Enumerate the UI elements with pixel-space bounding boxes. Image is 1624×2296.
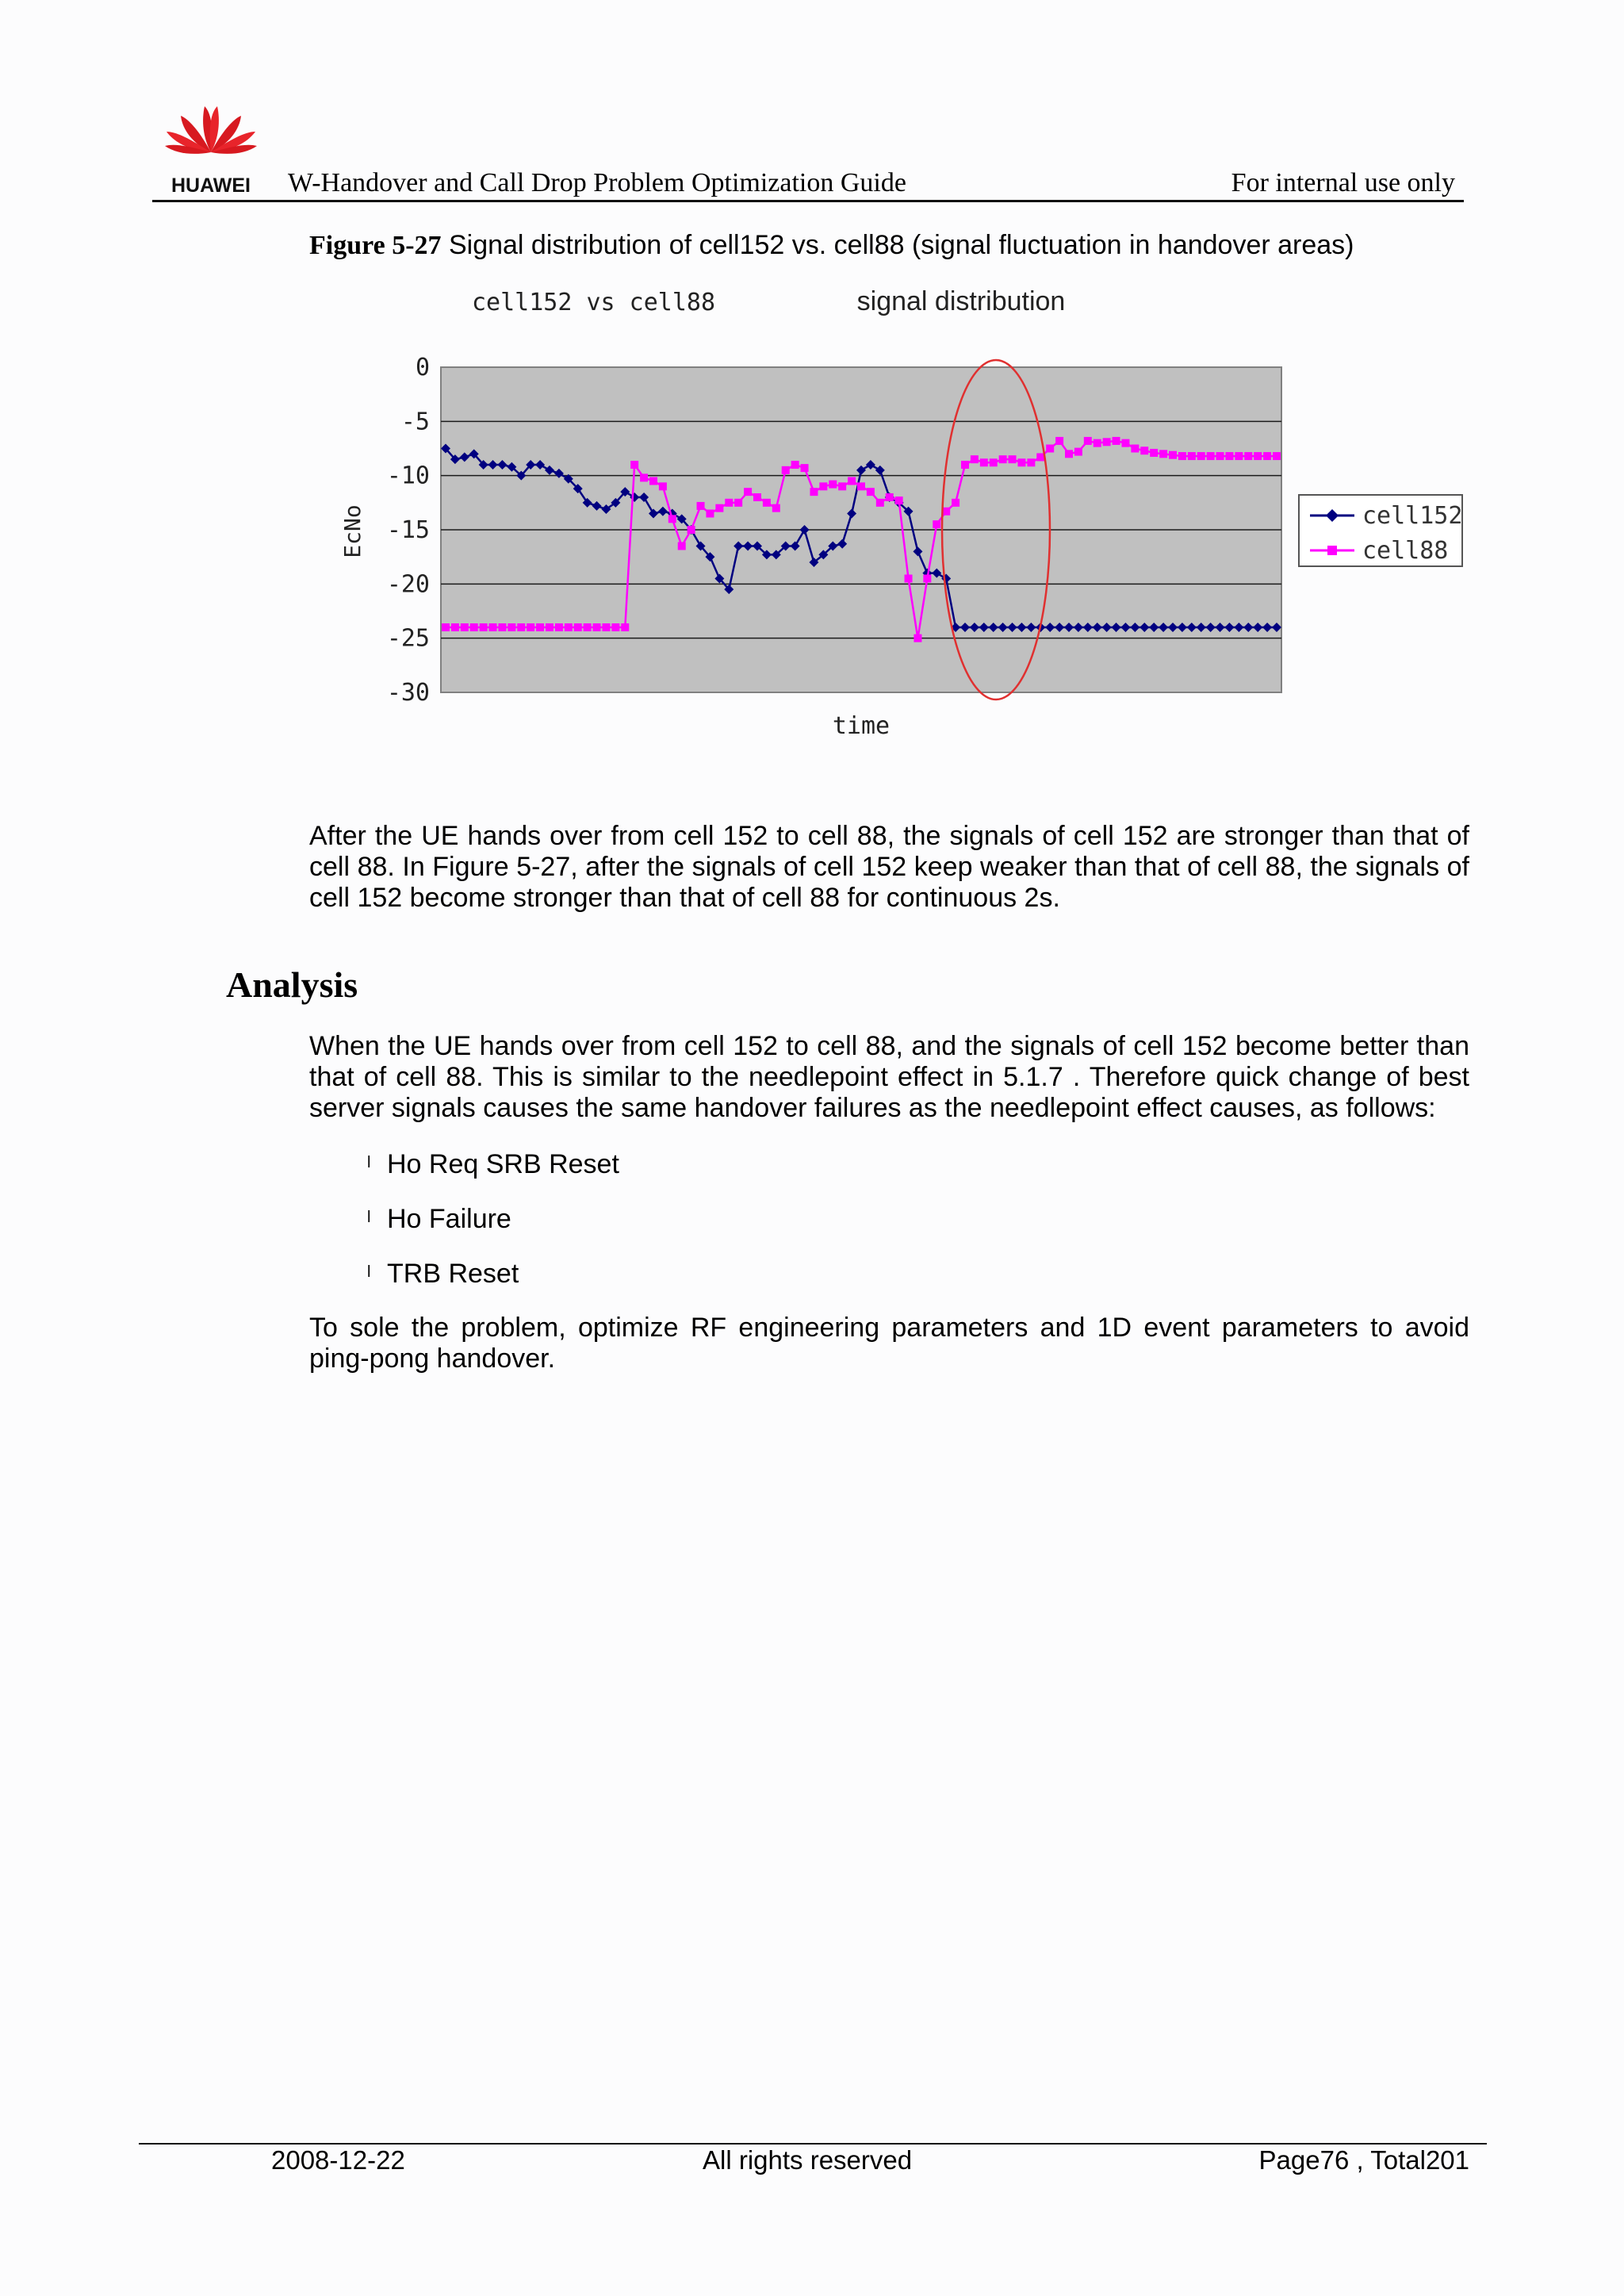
data-point-cell88 [1131, 445, 1139, 453]
data-point-cell88 [999, 455, 1007, 463]
data-point-cell88 [857, 482, 865, 490]
data-point-cell88 [1046, 445, 1054, 453]
list-item [367, 1149, 619, 1180]
data-point-cell88 [725, 499, 733, 507]
data-point-cell88 [980, 458, 988, 466]
data-point-cell88 [886, 493, 894, 501]
data-point-cell88 [451, 623, 459, 631]
figure-caption-text: Signal distribution of cell152 vs. cell88 (signal fluctuation in handover areas) [441, 230, 1354, 260]
data-point-cell88 [753, 493, 761, 501]
data-point-cell88 [1225, 452, 1233, 460]
data-point-cell88 [1263, 452, 1271, 460]
data-point-cell88 [498, 623, 506, 631]
data-point-cell88 [1207, 452, 1215, 460]
bullet-mark: l [367, 1154, 371, 1171]
y-tick-label: -30 [386, 679, 430, 707]
data-point-cell88 [1150, 449, 1158, 457]
data-point-cell88 [838, 482, 846, 490]
data-point-cell88 [1254, 452, 1262, 460]
y-tick-label: -25 [386, 624, 430, 653]
data-point-cell88 [1273, 452, 1281, 460]
data-point-cell88 [1216, 452, 1224, 460]
data-point-cell88 [867, 488, 875, 496]
data-point-cell88 [829, 481, 837, 489]
data-point-cell88 [715, 504, 723, 512]
data-point-cell88 [565, 623, 573, 631]
x-axis-label: time [832, 712, 891, 740]
data-point-cell88 [706, 510, 714, 518]
data-point-cell88 [782, 466, 790, 474]
data-point-cell88 [602, 623, 610, 631]
data-point-cell88 [630, 461, 638, 469]
data-point-cell88 [517, 623, 525, 631]
data-point-cell88 [933, 520, 940, 528]
list-item-text: Ho Req SRB Reset [387, 1149, 619, 1179]
data-point-cell88 [1235, 452, 1243, 460]
data-point-cell88 [489, 623, 497, 631]
data-point-cell88 [876, 499, 884, 507]
data-point-cell88 [1197, 452, 1205, 460]
data-point-cell88 [442, 623, 450, 631]
footer-copyright: All rights reserved [703, 2145, 913, 2175]
data-point-cell88 [555, 623, 563, 631]
data-point-cell88 [649, 477, 657, 485]
data-point-cell88 [914, 634, 921, 642]
data-point-cell88 [1009, 455, 1017, 463]
paragraph-analysis: When the UE hands over from cell 152 to cell 88, and the signals of cell 152 become better than that of cell 88. This is similar to the needlepoint effect in 5.1.7 . Therefore quick change of best server signals causes the same handover failures as the needlepoint effect causes, as follows: [309, 1031, 1469, 1123]
data-point-cell88 [791, 461, 799, 469]
data-point-cell88 [1169, 451, 1177, 459]
data-point-cell88 [508, 623, 515, 631]
data-point-cell88 [923, 575, 931, 583]
legend-label-cell152: cell152 [1362, 502, 1463, 530]
y-tick-label: -10 [386, 462, 430, 490]
legend [1299, 495, 1462, 566]
document-title: W-Handover and Call Drop Problem Optimization Guide [288, 168, 906, 197]
data-point-cell88 [905, 575, 913, 583]
list-item-text: Ho Failure [387, 1204, 511, 1234]
y-tick-label: -5 [400, 408, 430, 436]
data-point-cell88 [1084, 437, 1092, 445]
data-point-cell88 [611, 623, 619, 631]
data-point-cell88 [574, 623, 582, 631]
data-point-cell88 [1017, 458, 1025, 466]
signal-distribution-chart [333, 274, 1475, 749]
data-point-cell88 [678, 542, 686, 550]
data-point-cell88 [1113, 437, 1120, 445]
y-tick-label: -20 [386, 570, 430, 599]
data-point-cell88 [584, 623, 592, 631]
data-point-cell88 [1159, 450, 1167, 458]
data-point-cell88 [527, 623, 534, 631]
data-point-cell88 [668, 515, 676, 523]
data-point-cell88 [763, 499, 771, 507]
data-point-cell88 [734, 499, 742, 507]
y-tick-label: -15 [386, 516, 430, 544]
data-point-cell88 [1094, 439, 1101, 447]
data-point-cell88 [810, 488, 818, 496]
data-point-cell88 [659, 482, 667, 490]
data-point-cell88 [461, 623, 469, 631]
logo-wordmark: HUAWEI [171, 174, 251, 197]
data-point-cell88 [819, 482, 827, 490]
footer-date: 2008-12-22 [271, 2145, 405, 2175]
data-point-cell88 [990, 458, 998, 466]
bullet-mark: l [367, 1263, 371, 1281]
figure-caption [309, 230, 1354, 261]
data-point-cell88 [1074, 448, 1082, 456]
bullet-mark: l [367, 1209, 371, 1226]
data-point-cell88 [640, 473, 648, 481]
data-point-cell88 [1027, 458, 1035, 466]
data-point-cell88 [593, 623, 601, 631]
data-point-cell88 [480, 623, 488, 631]
data-point-cell88 [688, 526, 695, 534]
data-point-cell88 [1065, 450, 1073, 458]
legend-label-cell88: cell88 [1362, 537, 1449, 565]
y-axis-ticks [387, 354, 430, 707]
section-heading-analysis: Analysis [226, 964, 358, 1005]
list-item-text: TRB Reset [387, 1259, 519, 1289]
data-point-cell88 [546, 623, 553, 631]
data-point-cell88 [744, 488, 752, 496]
data-point-cell88 [697, 502, 705, 510]
figure-label: Figure 5-27 [309, 231, 442, 260]
data-point-cell88 [1036, 453, 1044, 461]
list-item [367, 1259, 519, 1290]
header-divider [152, 200, 1464, 202]
data-point-cell88 [470, 623, 478, 631]
list-item [367, 1204, 511, 1235]
data-point-cell88 [961, 461, 969, 469]
data-point-cell88 [1140, 447, 1148, 454]
y-tick-label: 0 [415, 354, 430, 381]
data-point-cell88 [1055, 437, 1063, 445]
data-point-cell88 [895, 496, 903, 504]
data-point-cell88 [536, 623, 544, 631]
data-point-cell88 [1103, 438, 1111, 446]
legend-marker-cell88 [1327, 546, 1337, 555]
data-point-cell88 [772, 504, 780, 512]
chart-title-prefix: cell152 vs cell88 [471, 289, 715, 316]
data-point-cell88 [848, 477, 856, 485]
huawei-logo [159, 94, 263, 197]
classification-note: For internal use only [1231, 168, 1455, 197]
data-point-cell88 [952, 499, 959, 507]
paragraph-solution: To sole the problem, optimize RF engineering parameters and 1D event parameters to avoid ping-pong handover. [309, 1313, 1469, 1374]
data-point-cell88 [801, 464, 809, 472]
data-point-cell88 [1188, 452, 1196, 460]
data-point-cell88 [971, 455, 979, 463]
chart-title-suffix: signal distribution [856, 286, 1066, 316]
data-point-cell88 [1121, 439, 1129, 447]
paragraph-observation: After the UE hands over from cell 152 to cell 88, the signals of cell 152 are stronger than that of cell 88. In Figure 5-27, after the signals of cell 152 keep weaker than that of cell 88, the signals of cell 152 become stronger than that of cell 88 for continuous 2s. [309, 821, 1469, 913]
footer-divider [139, 2143, 1487, 2145]
data-point-cell88 [1178, 452, 1186, 460]
data-point-cell88 [1244, 452, 1252, 460]
y-axis-label: EcNo [339, 504, 366, 558]
footer-page-number: Page76 , Total201 [1258, 2145, 1469, 2175]
data-point-cell88 [621, 623, 629, 631]
